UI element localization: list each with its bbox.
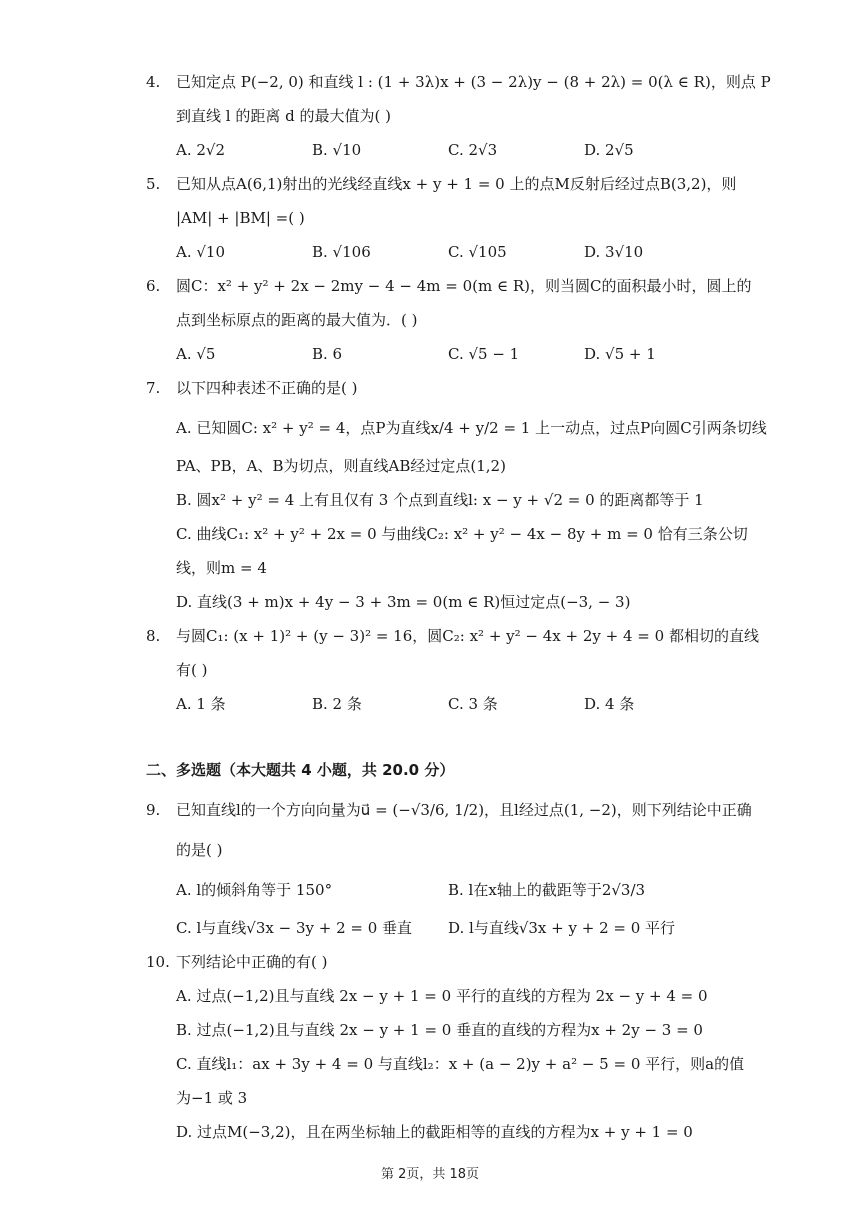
question-5-stem-line1: 已知从点A(6,1)射出的光线经直线x + y + 1 = 0 上的点M反射后经过点B(3,2)，则 xyxy=(176,175,737,193)
question-10-option-d: D. 过点M(−3,2)，且在两坐标轴上的截距相等的直线的方程为x + y + 1 = 0 xyxy=(176,1123,693,1141)
page-footer: 第 2页，共 18页 xyxy=(380,1167,480,1182)
question-10-option-a: A. 过点(−1,2)且与直线 2x − y + 1 = 0 平行的直线的方程为 2x − y + 4 = 0 xyxy=(176,987,708,1005)
question-9-option-c: C. l与直线√3x − 3y + 2 = 0 垂直 xyxy=(176,919,413,937)
question-9-number: 9. xyxy=(146,801,161,819)
question-6-option-c: C. √5 − 1 xyxy=(448,345,520,363)
question-9-option-d: D. l与直线√3x + y + 2 = 0 平行 xyxy=(448,919,676,937)
question-9-stem-line2: 的是( ) xyxy=(176,841,223,859)
question-7-stem: 以下四种表述不正确的是( ) xyxy=(176,379,358,397)
question-4-option-b: B. √10 xyxy=(312,141,362,159)
question-7-option-c-line1: C. 曲线C₁: x² + y² + 2x = 0 与曲线C₂: x² + y² − 4x − 8y + m = 0 恰有三条公切 xyxy=(176,525,748,543)
question-8-stem-line2: 有( ) xyxy=(176,661,208,679)
question-4-stem-line1: 已知定点 P(−2, 0) 和直线 l : (1 + 3λ)x + (3 − 2λ)y − (8 + 2λ) = 0(λ ∈ R)，则点 P xyxy=(176,73,771,91)
question-7-option-a-line1: A. 已知圆C: x² + y² = 4，点P为直线x/4 + y/2 = 1 上一动点，过点P向圆C引两条切线 xyxy=(176,419,767,437)
question-10-stem: 下列结论中正确的有( ) xyxy=(176,953,328,971)
question-6-option-d: D. √5 + 1 xyxy=(584,345,656,363)
question-4-number: 4. xyxy=(146,73,161,91)
section-heading-multiple-choice: 二、多选题（本大题共 4 小题，共 20.0 分） xyxy=(146,761,455,779)
question-7-option-b: B. 圆x² + y² = 4 上有且仅有 3 个点到直线l: x − y + √2 = 0 的距离都等于 1 xyxy=(176,491,704,509)
question-4-stem-line2: 到直线 l 的距离 d 的最大值为( ) xyxy=(176,107,391,125)
question-10-option-c-line2: 为−1 或 3 xyxy=(176,1089,248,1107)
question-5-option-b: B. √106 xyxy=(312,243,371,261)
question-4-option-d: D. 2√5 xyxy=(584,141,634,159)
question-5-option-a: A. √10 xyxy=(176,243,226,261)
question-6-option-b: B. 6 xyxy=(312,345,343,363)
question-8-option-c: C. 3 条 xyxy=(448,695,498,713)
question-5-option-d: D. 3√10 xyxy=(584,243,644,261)
question-5-stem-line2: |AM| + |BM| =( ) xyxy=(176,209,305,227)
question-5-option-c: C. √105 xyxy=(448,243,507,261)
question-10-option-c-line1: C. 直线l₁：ax + 3y + 4 = 0 与直线l₂：x + (a − 2)y + a² − 5 = 0 平行，则a的值 xyxy=(176,1055,745,1073)
question-6-stem-line1: 圆C：x² + y² + 2x − 2my − 4 − 4m = 0(m ∈ R)，则当圆C的面积最小时，圆上的 xyxy=(176,277,752,295)
question-5-number: 5. xyxy=(146,175,161,193)
question-8-number: 8. xyxy=(146,627,161,645)
question-9-option-a: A. l的倾斜角等于 150° xyxy=(176,881,333,899)
question-4-option-c: C. 2√3 xyxy=(448,141,498,159)
question-9-option-b: B. l在x轴上的截距等于2√3/3 xyxy=(448,881,646,899)
question-4-option-a: A. 2√2 xyxy=(176,141,226,159)
question-10-option-b: B. 过点(−1,2)且与直线 2x − y + 1 = 0 垂直的直线的方程为x + 2y − 3 = 0 xyxy=(176,1021,703,1039)
question-8-option-a: A. 1 条 xyxy=(176,695,226,713)
question-9-stem-line1: 已知直线l的一个方向向量为u⃗ = (−√3/6, 1/2)，且l经过点(1, −2)，则下列结论中正确 xyxy=(176,801,752,819)
question-8-stem-line1: 与圆C₁: (x + 1)² + (y − 3)² = 16，圆C₂: x² + y² − 4x + 2y + 4 = 0 都相切的直线 xyxy=(176,627,759,645)
question-8-option-d: D. 4 条 xyxy=(584,695,635,713)
question-7-option-d: D. 直线(3 + m)x + 4y − 3 + 3m = 0(m ∈ R)恒过定点(−3, − 3) xyxy=(176,593,631,611)
question-6-stem-line2: 点到坐标原点的距离的最大值为．( ) xyxy=(176,311,418,329)
question-7-option-a-line2: PA、PB，A、B为切点，则直线AB经过定点(1,2) xyxy=(176,457,506,475)
question-6-number: 6. xyxy=(146,277,161,295)
question-7-option-c-line2: 线，则m = 4 xyxy=(176,559,267,577)
question-8-option-b: B. 2 条 xyxy=(312,695,362,713)
question-6-option-a: A. √5 xyxy=(176,345,216,363)
question-10-number: 10. xyxy=(146,953,170,971)
question-7-number: 7. xyxy=(146,379,161,397)
